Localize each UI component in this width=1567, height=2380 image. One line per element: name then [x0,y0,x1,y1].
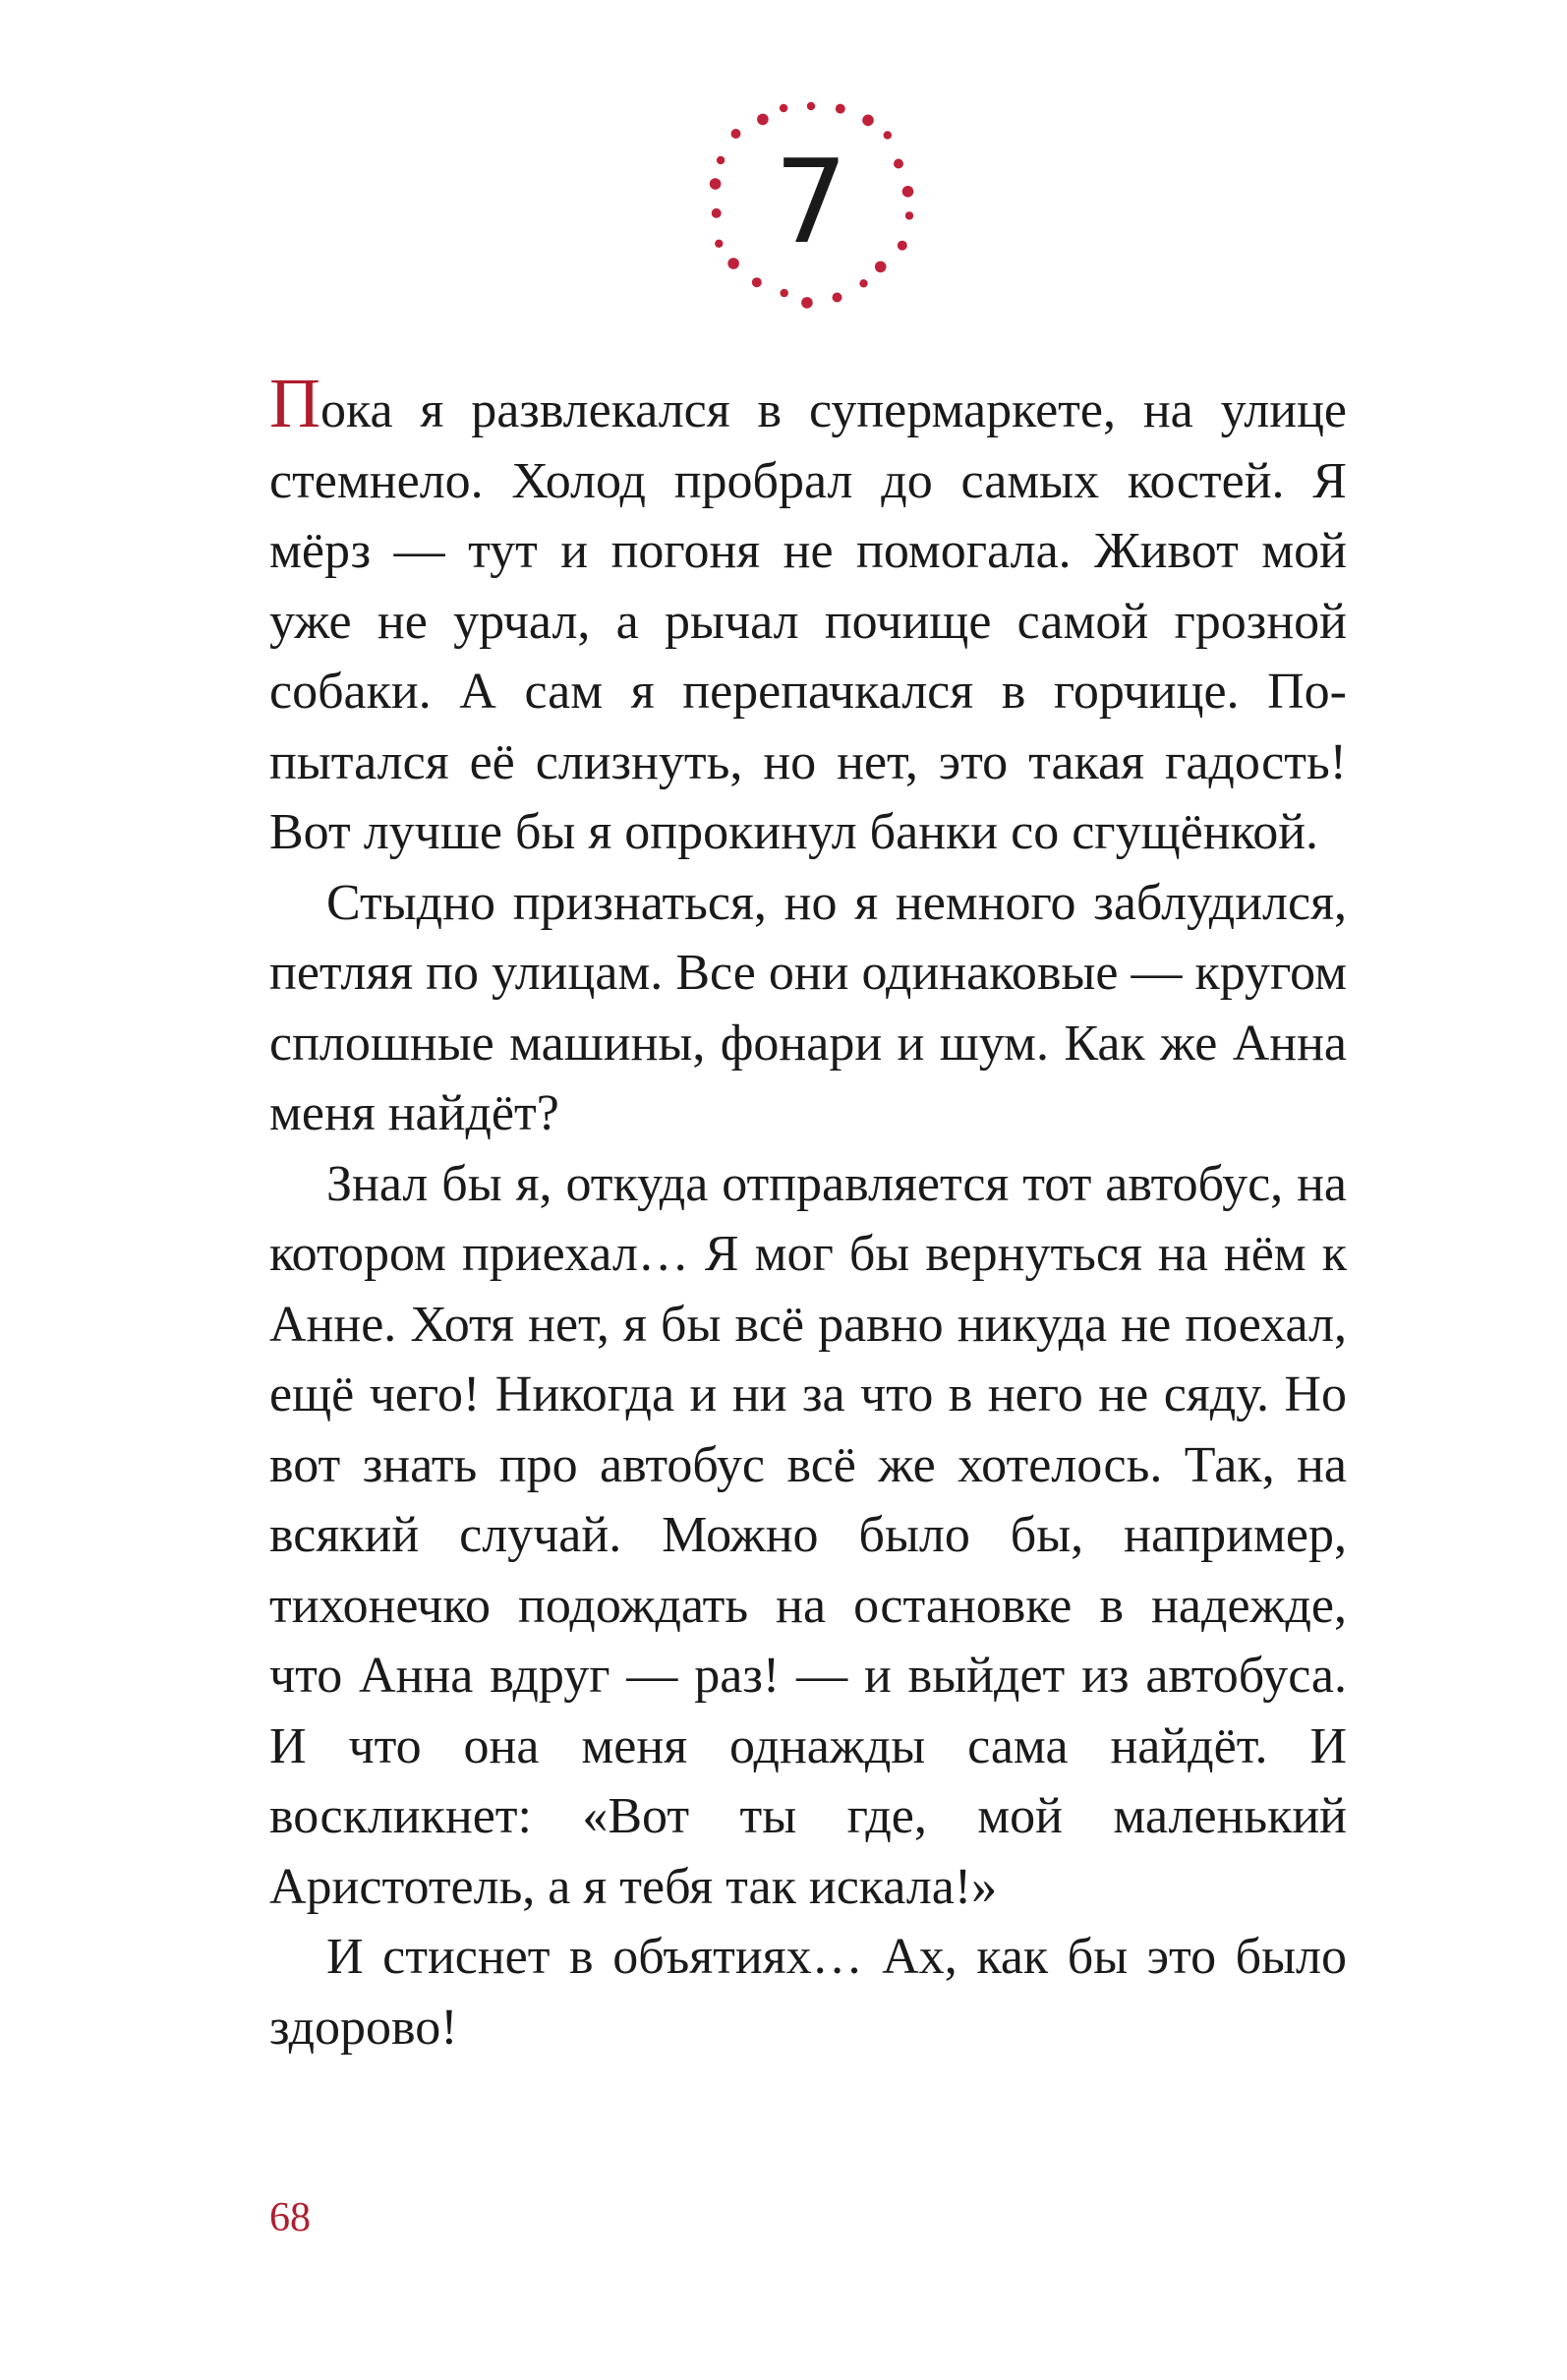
paragraph-4: И стиснет в объятиях… Ах, как бы это было здорово! [269,1929,1347,2056]
paragraph-2: Стыдно признаться, но я немного заблудился, петляя по улицам. Все они одинаковые — кругом сплошные машины, фонари и шум. Как же Анна меня найдёт? [269,874,1347,1141]
paragraph-1-text: ока я развлекался в супермаркете, на улице стемнело. Холод пробрал до самых костей. Я мёрз — тут и погоня не помогала. Живот мой уже не урчал, а рычал почище самой грозной собаки. А сам я перепачкался в горчице. Попытался её слизнуть, но нет, это такая гадость! Вот лучше бы я опрокинул банки со сгущёнкой. [269,382,1347,860]
drop-cap-letter: П [269,364,320,442]
page-number: 68 [269,2195,311,2240]
chapter-badge [696,87,926,317]
chapter-number: 7 [774,134,848,269]
chapter-text [269,364,1347,2062]
paragraph-1 [269,364,1347,868]
paragraph-3: Знал бы я, откуда отправляется тот автобус, на котором приехал… Я мог бы вернуться на нём к Анне. Хотя нет, я бы всё равно никуда не поехал, ещё чего! Никогда и ни за что в него не сяду. Но вот знать про автобус всё же хотелось. Так, на всякий случай. Можно было бы, например, тихонечко подождать на остановке в надежде, что Анна вдруг — раз! — и выйдет из автобуса. И что она меня однажды сама найдёт. И воскликнет: «Вот ты где, мой маленький Аристотель, а я тебя так искала!» [269,1155,1347,1915]
